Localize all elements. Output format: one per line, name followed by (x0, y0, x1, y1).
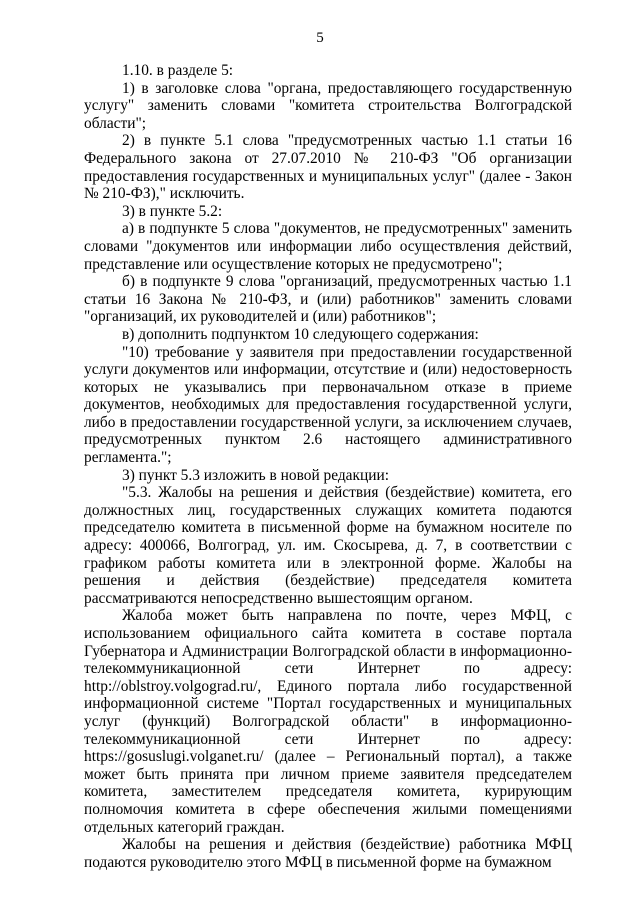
paragraph-item-3: 3) в пункте 5.2: (122, 202, 223, 220)
document-body (84, 62, 572, 871)
paragraph-subitem-v: в) дополнить подпунктом 10 следующего содержания: (122, 325, 479, 343)
paragraph-subpoint-10: "10) требование у заявителя при предоставлении государственной услуги документов или информации, отсутствие и (или) недостоверность которых не указывались при первоначальном отказе в приеме документов, необходимых для предоставления государственной услуги, либо в предоставлении государственной услуги, за исключением случаев, предусмотренных пунктом 2.6 настоящего административного регламента."; (84, 343, 572, 467)
paragraph-section-5: 1.10. в разделе 5: (122, 62, 234, 79)
paragraph-subitem-a: а) в подпункте 5 слова "документов, не предусмотренных" заменить словами "документов или информации либо осуществления действий, представление или осуществление которых не предусмотрено"; (84, 220, 572, 273)
paragraph-complaint-channels: Жалоба может быть направлена по почте, через МФЦ, с использованием официального сайта комитета в составе портала Губернатора и Администрации Волгоградской области в информационно-телекоммуникационной сети Интернет по адресу: http://oblstroy.volgograd.ru/, Единого портала либо государственной информационной системе "Портал государственных и муниципальных услуг (функций) Волгоградской области" в информационно-телекоммуникационной сети Интернет по адресу: https://gosuslugi.volganet.ru/ (далее – Региональный портал), а также может быть принята при личном приеме заявителя председателем комитета, заместителем председателя комитета, курирующим полномочия комитета в сфере обеспечения жилыми помещениями отдельных категорий граждан. (84, 607, 572, 836)
paragraph-point-5-3-text: "5.3. Жалобы на решения и действия (бездействие) комитета, его должностных лиц, государственных служащих комитета подаются председателю комитета в письменной форме на бумажном носителе по адресу: 400066, Волгоград, ул. им. Скосырева, д. 7, в соответствии с графиком работы комитета или в электронной форме. Жалобы на решения и действия (бездействие) председателя комитета рассматриваются непосредственно вышестоящим органом. (84, 484, 572, 607)
paragraph-mfc-complaints: Жалобы на решения и действия (бездействие) работника МФЦ подаются руководителю этого МФЦ в письменной форме на бумажном (84, 836, 572, 871)
paragraph-item-3-point-5-3: 3) пункт 5.3 изложить в новой редакции: (122, 466, 389, 484)
page-number: 5 (316, 30, 324, 46)
paragraph-item-1: 1) в заголовке слова "органа, предоставляющего государственную услугу" заменить словами "комитета строительства Волгоградской области"; (84, 79, 572, 132)
paragraph-subitem-b: б) в подпункте 9 слова "организаций, предусмотренных частью 1.1 статьи 16 Закона № 210-ФЗ, и (или) работников" заменить словами "организаций, их руководителей и (или) работников"; (84, 273, 572, 326)
paragraph-item-2: 2) в пункте 5.1 слова "предусмотренных частью 1.1 статьи 16 Федерального закона от 27.07.2010 № 210-ФЗ "Об организации предоставления государственных и муниципальных услуг" (далее - Закон № 210-ФЗ)," исключить. (84, 132, 572, 203)
